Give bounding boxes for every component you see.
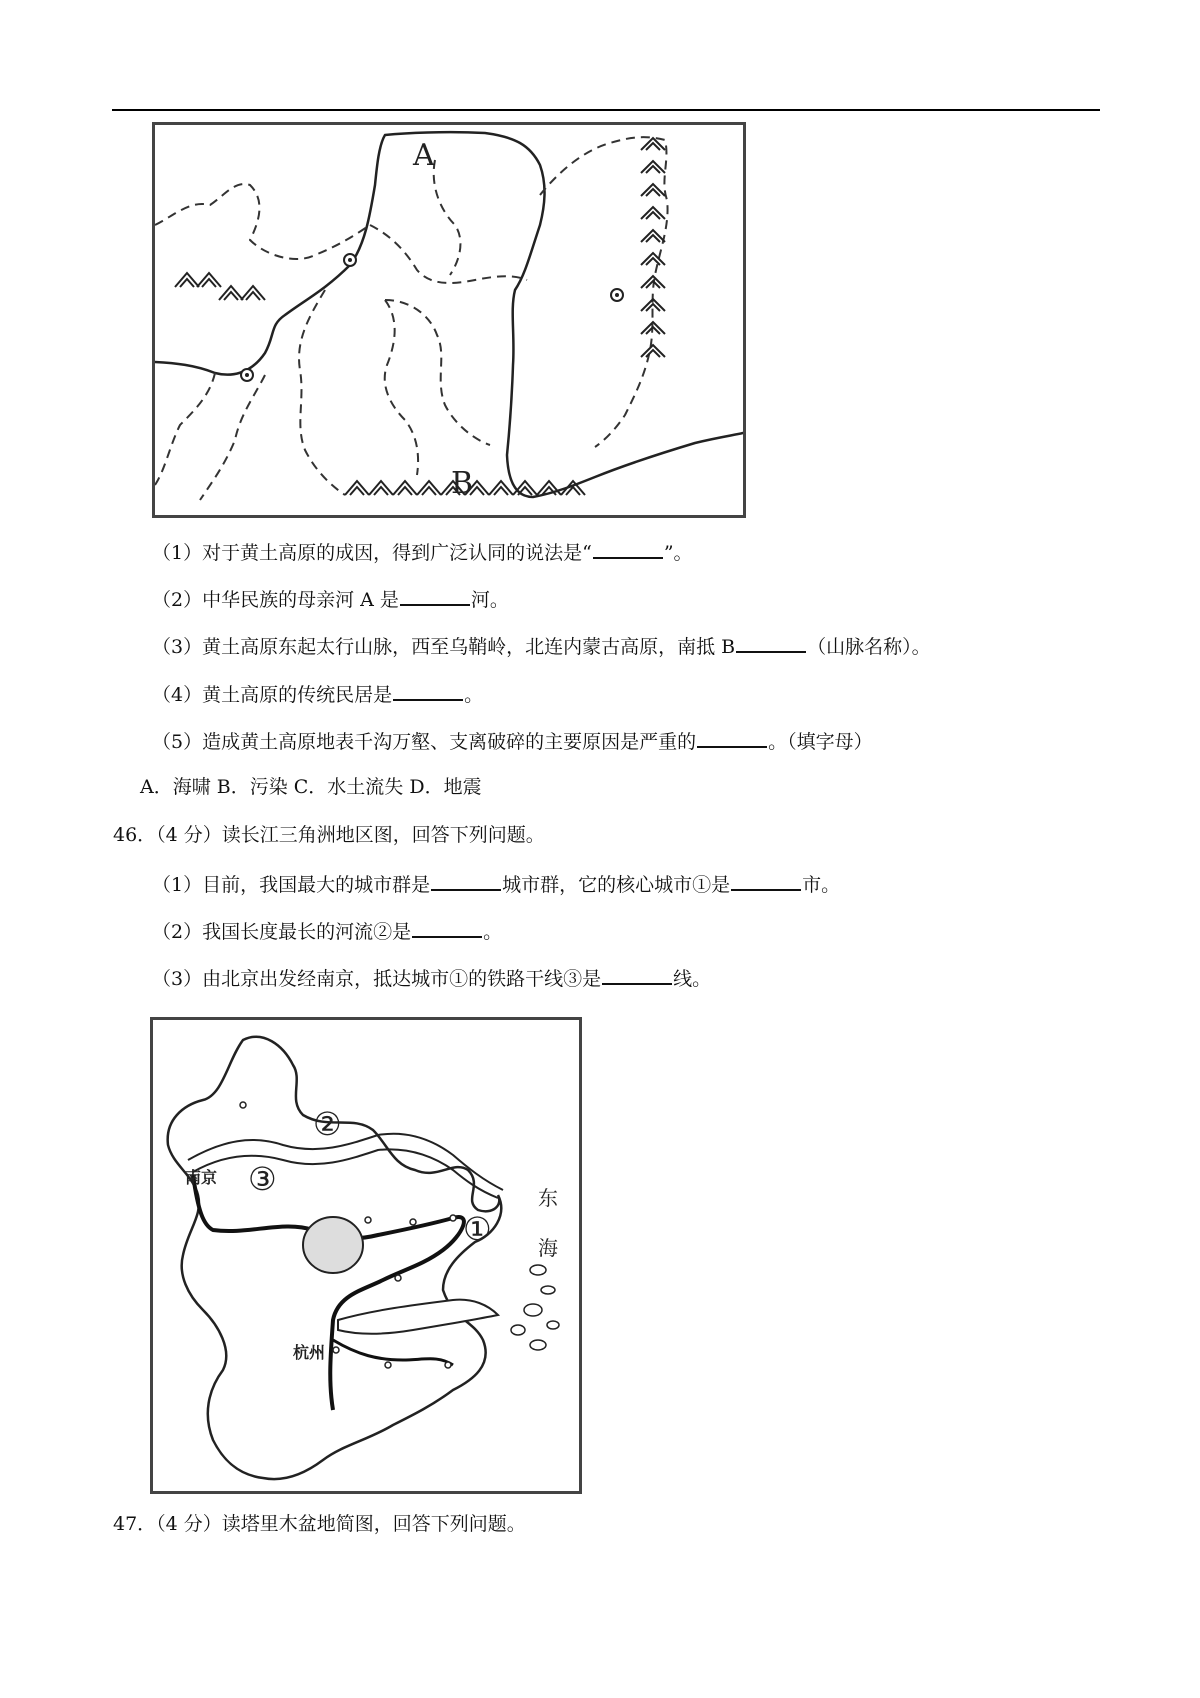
answer-blank[interactable]	[412, 918, 482, 938]
q45-options: A．海啸 B．污染 C．水土流失 D．地震	[140, 776, 482, 798]
header-rule	[112, 109, 1100, 111]
yangtze-delta-map	[150, 1017, 582, 1494]
q45-sub2: （2）中华民族的母亲河 A 是 河。	[152, 586, 509, 612]
answer-blank[interactable]	[400, 586, 470, 606]
q46-title: 46．（4 分）读长江三角洲地区图，回答下列问题。	[113, 824, 545, 846]
map-label-2: ②	[313, 1105, 342, 1143]
loess-plateau-map	[152, 122, 746, 518]
map-label-3: ③	[248, 1160, 277, 1198]
map-label-a: A	[413, 138, 435, 173]
answer-blank[interactable]	[602, 965, 672, 985]
answer-blank[interactable]	[697, 728, 767, 748]
q46-sub1: （1）目前，我国最大的城市群是 城市群，它的核心城市①是 市。	[152, 871, 840, 897]
map-label-hangzhou: 杭州	[293, 1343, 326, 1362]
mountain-west	[175, 273, 265, 300]
map-label-hai: 海	[538, 1236, 558, 1260]
map-label-b: B	[451, 466, 474, 501]
answer-blank[interactable]	[431, 871, 501, 891]
railway-line	[193, 1175, 464, 1410]
q45-sub5: （5）造成黄土高原地表千沟万壑、支离破碎的主要原因是严重的 。（填字母）	[152, 728, 873, 754]
q46-sub3: （3）由北京出发经南京，抵达城市①的铁路干线③是 线。	[152, 965, 711, 991]
map-label-1: ①	[463, 1210, 492, 1248]
taihu-lake	[303, 1217, 363, 1273]
q45-sub4: （4）黄土高原的传统民居是 。	[152, 681, 483, 707]
answer-blank[interactable]	[736, 633, 806, 653]
q46-sub2: （2）我国长度最长的河流②是 。	[152, 918, 502, 944]
q45-sub1: （1）对于黄土高原的成因，得到广泛认同的说法是“ ”。	[152, 539, 693, 565]
map-label-nanjing: 南京	[185, 1168, 218, 1187]
answer-blank[interactable]	[731, 871, 801, 891]
answer-blank[interactable]	[393, 681, 463, 701]
answer-blank[interactable]	[593, 539, 663, 559]
q47-title: 47．（4 分）读塔里木盆地简图，回答下列问题。	[113, 1513, 526, 1535]
map-label-dong: 东	[538, 1186, 558, 1210]
yangtze-river	[188, 1134, 503, 1190]
q45-sub3: （3）黄土高原东起太行山脉，西至乌鞘岭，北连内蒙古高原，南抵 B （山脉名称）。	[152, 633, 931, 659]
